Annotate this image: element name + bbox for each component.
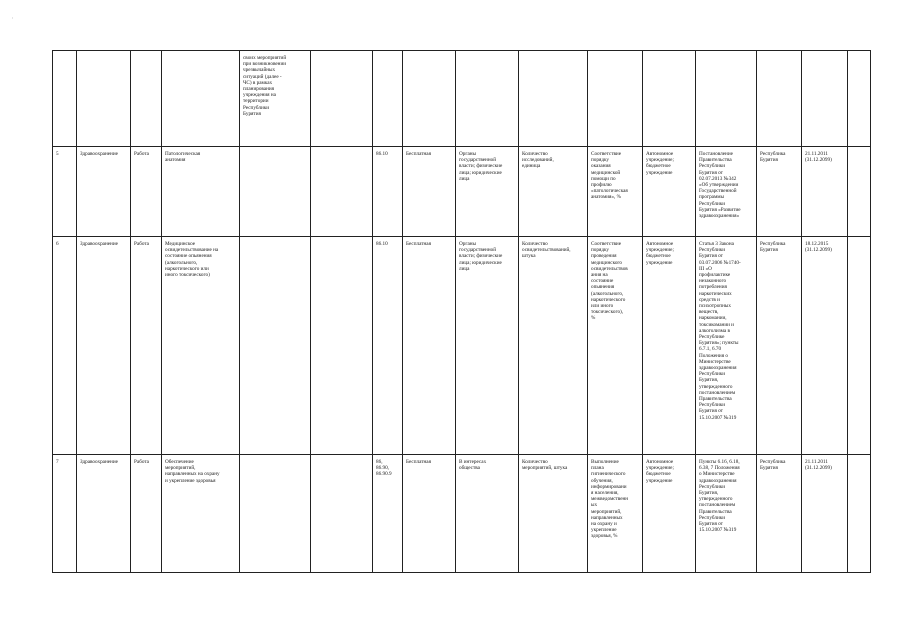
services-register-table — [52, 50, 871, 573]
date-cell: 21.11.2011 (31.12.2099) — [805, 151, 832, 164]
service-name-cell: Обеспечение мероприятий, направленных на охрану и укрепление здоровья — [165, 459, 220, 484]
okved-cell: 86, 86.90, 86.90.9 — [376, 459, 392, 478]
institution-type-cell: Автономное учреждение; бюджетное учреждение — [646, 151, 674, 176]
corner-mark: ' — [12, 18, 13, 23]
row-number: 5 — [56, 151, 59, 157]
region-cell: Республика Бурятия — [760, 459, 786, 472]
payment-cell: Бесплатная — [406, 151, 431, 157]
institution-type-cell: Автономное учреждение; бюджетное учреждение — [646, 241, 674, 266]
type-cell: Работа — [134, 151, 149, 157]
region-cell: Республика Бурятия — [760, 241, 786, 254]
legal-basis-cell: Статья 3 Закона Республики Бурятия от 03.07.2006 №1740- III «О профилактике незаконного потребления наркотических средств и психотропных веществ, наркомании, токсикомании и алкоголизма в Республике Бурятия»; пункты 6.7.1, 6.70 Положения о Министерстве здравоохранения Республики Бурятия, утвержденного постановлением Правительства Республики Бурятия от 15.10.2007 №319 — [699, 241, 741, 421]
description-continued: своих мероприятий при возникновении чрезвычайных ситуаций (далее - ЧС) в рамках планирования учреждения на территории Республики Бурятия — [243, 55, 287, 117]
quality-indicator-cell: Выполнение плана гигиенического обучения, информировани я населения, межведомственн ых мероприятий, направленных на охрану и укрепление здоровья, % — [591, 459, 629, 540]
row-number: 6 — [56, 241, 59, 247]
consumers-cell: Органы государственной власти; физические лица; юридические лица — [459, 151, 503, 182]
quality-indicator-cell: Соответствие порядку оказания медицинской помощи по профилю «патологическая анатомия», % — [591, 151, 628, 201]
type-cell: Работа — [134, 459, 149, 465]
row-number: 7 — [56, 459, 59, 465]
institution-type-cell: Автономное учреждение; бюджетное учреждение — [646, 459, 674, 484]
region-cell: Республика Бурятия — [760, 151, 786, 164]
table-row — [53, 237, 871, 455]
legal-basis-cell: Пункты 6.16, 6.18, 6.38, 7 Положения о Министерстве здравоохранения Республики Бурятия, утвержденного постановлением Правительства Республики Бурятия от 15.10.2007 №319 — [699, 459, 740, 534]
table-row — [53, 455, 871, 573]
service-name-cell: Патологическая анатомия — [165, 151, 201, 164]
okved-cell: 86.10 — [376, 151, 388, 157]
okved-cell: 86.10 — [376, 241, 388, 247]
table-row — [53, 51, 871, 147]
quality-indicator-cell: Соответствие порядку проведения медицинского освидетельствов ания на состояние опьянения (алкогольного, наркотического или иного токсического), % — [591, 241, 628, 322]
service-name-cell: Медицинское освидетельствование на состояние опьянения (алкогольного, наркотического или иного токсического) — [165, 241, 219, 279]
volume-indicator-cell: Количество исследований, единица — [522, 151, 554, 170]
consumers-cell: Органы государственной власти; физические лица; юридические лица — [459, 241, 503, 272]
sphere-cell: Здравоохранение — [80, 151, 118, 157]
date-cell: 21.11.2011 (31.12.2099) — [805, 459, 832, 472]
volume-indicator-cell: Количество освидетельствований, штука — [522, 241, 571, 260]
date-cell: 18.12.2015 (31.12.2099) — [805, 241, 832, 254]
table-row — [53, 147, 871, 237]
sphere-cell: Здравоохранение — [80, 459, 118, 465]
sphere-cell: Здравоохранение — [80, 241, 118, 247]
consumers-cell: В интересах общества — [459, 459, 487, 472]
legal-basis-cell: Постановление Правительства Республики Бурятия от 02.07.2013 №342 «Об утверждении Государственной программы Республики Бурятия «Развитие здравоохранения» — [699, 151, 741, 220]
payment-cell: Бесплатная — [406, 241, 431, 247]
volume-indicator-cell: Количество мероприятий, штука — [522, 459, 568, 472]
payment-cell: Бесплатная — [406, 459, 431, 465]
type-cell: Работа — [134, 241, 149, 247]
